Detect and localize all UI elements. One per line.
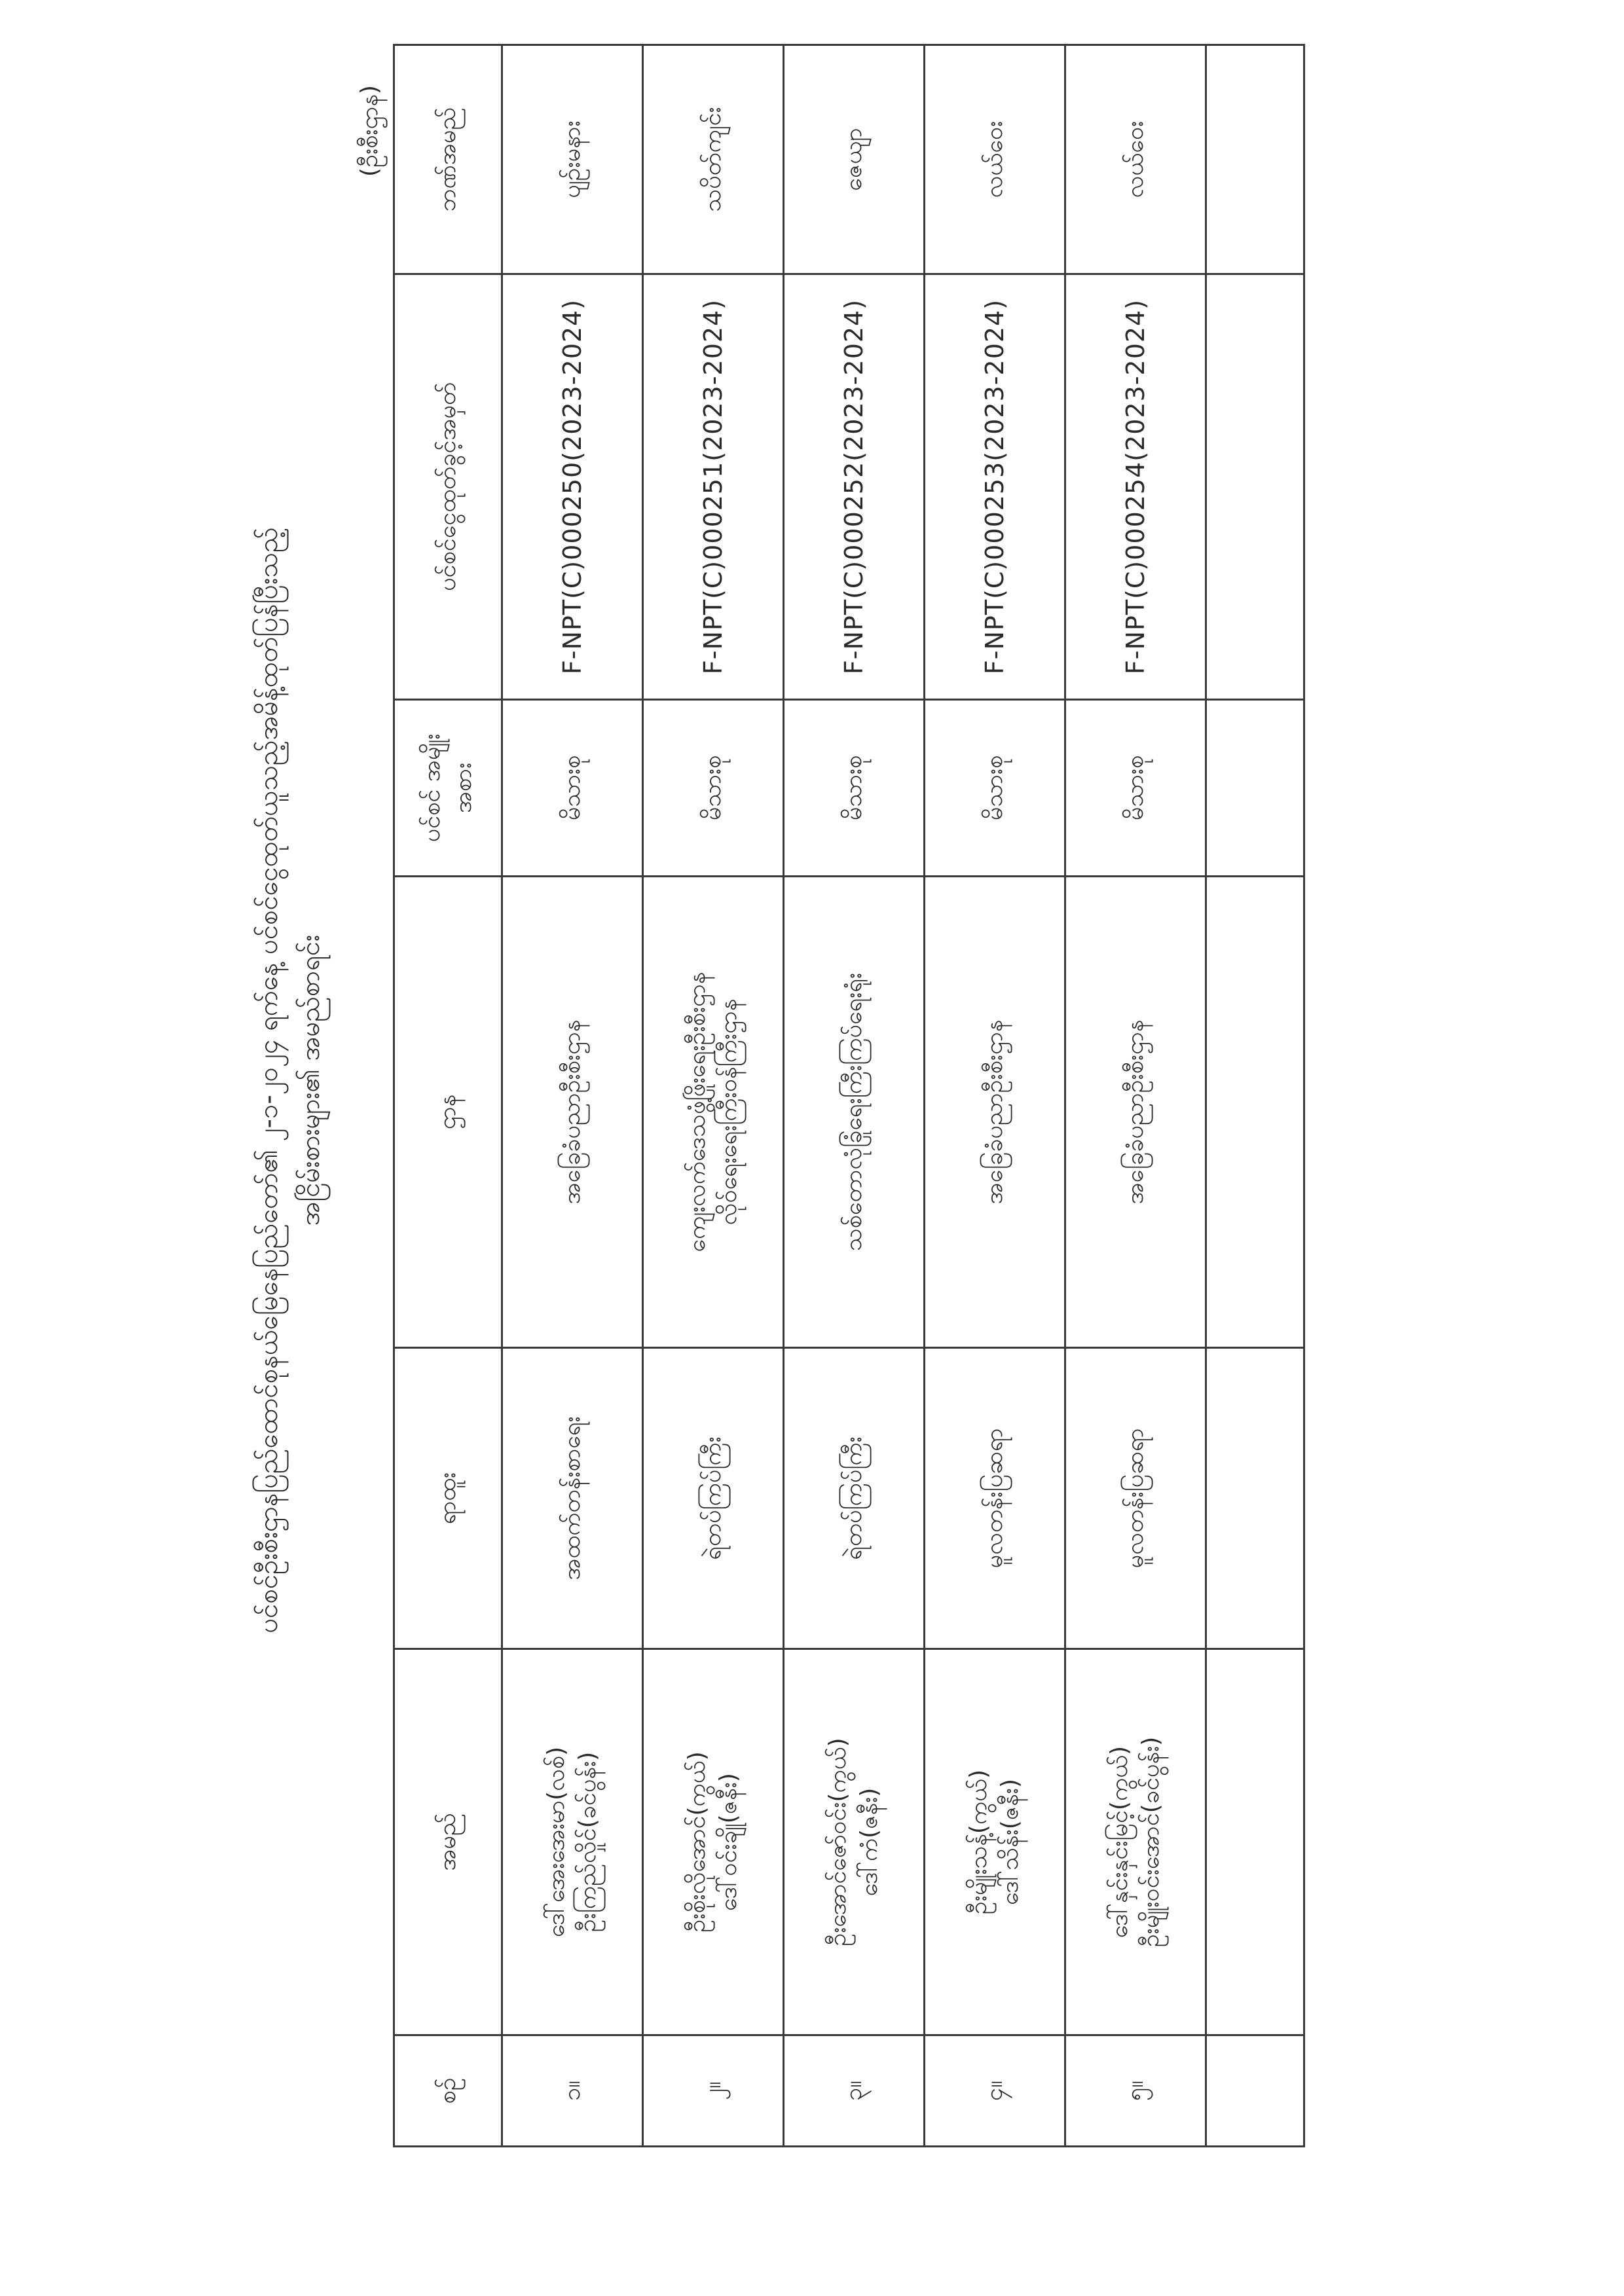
cell-no: ၁။ xyxy=(502,2035,643,2147)
name-primary: ဒေါ်အေးအေးမာ(လစ်) xyxy=(543,1746,570,1938)
table-row xyxy=(925,45,1065,2147)
header-no: စဉ် xyxy=(394,2035,502,2147)
cell-pension-type: မိသားစု xyxy=(1065,700,1206,877)
name-primary: ဦးစိုးလိုအောင်(ကွယ်) xyxy=(684,1751,710,1933)
empty-cell xyxy=(1206,700,1304,877)
empty-cell xyxy=(1206,45,1304,274)
cell-name xyxy=(784,1649,925,2035)
cell-status: သပိတ်ကျင်း xyxy=(643,45,784,274)
cell-no: ၃။ xyxy=(784,2035,925,2147)
name-secondary: ဒေါ်ဝင်းချို(ဇနီး) xyxy=(715,1773,742,1911)
cell-pension-type: မိသားစု xyxy=(502,700,643,877)
cell-name xyxy=(643,1649,784,2035)
cell-rank: ရဲတပ်ကြပ်ကြီး xyxy=(643,1348,784,1649)
cell-no: ၅။ xyxy=(1065,2035,1206,2147)
cell-name xyxy=(502,1649,643,2035)
document-heading: ပင်စင်ဦးစီးဌာနပြည်ထောင်စုနယ်မြေနေပြည်တော်၏ ၂-၁-၂၀၂၄ ရက်နေ့ ပင်စင်ငွေထုတ်ယူသည့်အမိန့်ထုတ်ပြန်ပြီးသည့် xyxy=(253,527,284,1633)
name-secondary: ဦးကြည်လှိုင်(ခင်ပွန်း) xyxy=(574,1751,601,1933)
empty-table-row xyxy=(1206,45,1304,2147)
cell-status: ဇေယျာ xyxy=(784,45,925,274)
header-rank: ရာထူး xyxy=(394,1348,502,1649)
cell-status: ပျဉ်းမနား xyxy=(502,45,643,274)
cell-department: သစ်တောလုံခြုံရေးကြီးကြပ်ရေးရုံး xyxy=(784,877,925,1348)
cell-name xyxy=(1065,1649,1206,2035)
table-row xyxy=(784,45,925,2147)
cell-rank: ရဲတပ်ကြပ်ကြီး xyxy=(784,1348,925,1649)
cell-license-no: F-NPT(C)000254(2023-2024) xyxy=(1065,274,1206,700)
cell-license-no: F-NPT(C)000251(2023-2024) xyxy=(643,274,784,700)
empty-cell xyxy=(1206,877,1304,1348)
empty-cell xyxy=(1206,1348,1304,1649)
name-primary: ဦးအောင်ဇော်ဝင်း(ကွယ်) xyxy=(824,1738,851,1946)
cell-license-no: F-NPT(C)000253(2023-2024) xyxy=(925,274,1065,700)
cell-pension-type: မိသားစု xyxy=(784,700,925,877)
name-secondary: ဒေါ်ကံ(ဇနီး) xyxy=(856,1787,883,1897)
table-row xyxy=(502,45,643,2147)
header-department: ဌာန xyxy=(394,877,502,1348)
cell-name xyxy=(925,1649,1065,2035)
name-secondary: ဒေါ်သိန်း(ဇနီး) xyxy=(997,1779,1024,1906)
cell-pension-type: မိသားစု xyxy=(643,700,784,877)
cell-no: ၄။ xyxy=(925,2035,1065,2147)
header-name: အမည် xyxy=(394,1649,502,2035)
cell-rank: မူလတန်းပြဆရာ xyxy=(1065,1348,1206,1649)
cell-license-no: F-NPT(C)000252(2023-2024) xyxy=(784,274,925,700)
table-header-row xyxy=(394,45,502,2147)
pension-table xyxy=(393,44,1305,2147)
table-row xyxy=(643,45,784,2147)
cell-license-no: F-NPT(C)000250(2023-2024) xyxy=(502,274,643,700)
cell-rank: အထက်တန်းစာရေး xyxy=(502,1348,643,1649)
table-row xyxy=(1065,45,1206,2147)
cell-no: ၂။ xyxy=(643,2035,784,2147)
unit-note: (ဦးစီးဌာန) xyxy=(356,85,383,177)
name-secondary: ဦးမျိုးဝင်းအောင်(ခင်ပွန်း) xyxy=(1137,1736,1164,1948)
empty-cell xyxy=(1206,2035,1304,2147)
cell-department: အခြေခံပညာဦးစီးဌာန xyxy=(925,877,1065,1348)
empty-cell xyxy=(1206,274,1304,700)
document-subheading: အငြိမ်းစားများ၏ အမည်စာရင်း xyxy=(295,934,325,1226)
cell-status: လယ်ဝေး xyxy=(925,45,1065,274)
cell-rank: မူလတန်းပြဆရာ xyxy=(925,1348,1065,1649)
cell-department xyxy=(643,877,784,1348)
cell-department: အခြေခံပညာဦးစီးဌာန xyxy=(502,877,643,1348)
name-primary: ဦးမျိုးသန့်(ကွယ်) xyxy=(965,1769,992,1915)
rotated-page-content xyxy=(229,0,1473,2160)
header-status: ဘဏ်အမည် xyxy=(394,45,502,274)
empty-cell xyxy=(1206,1649,1304,2035)
cell-pension-type: မိသားစု xyxy=(925,700,1065,877)
name-primary: ဒေါ်နှင်းနှင်းမြင့်(ကွယ်) xyxy=(1106,1745,1133,1939)
department-secondary: လိုဝ်ရေးရေးကြီးဝန်ကြီးဌာန xyxy=(715,998,742,1226)
cell-status: လယ်ဝေး xyxy=(1065,45,1206,274)
cell-department: အခြေခံပညာဦးစီးဌာန xyxy=(1065,877,1206,1348)
header-license-no: ပင်စင်ငွေထုတ်ခွင့်အမှတ် xyxy=(394,274,502,700)
header-pension-type: ပင်စင် အမျိုးအစား xyxy=(394,700,502,877)
department-primary: ကျေးလက်ဒေသဖွံ့ဖြိုးရေးဦးစီးဌာန xyxy=(684,972,710,1252)
